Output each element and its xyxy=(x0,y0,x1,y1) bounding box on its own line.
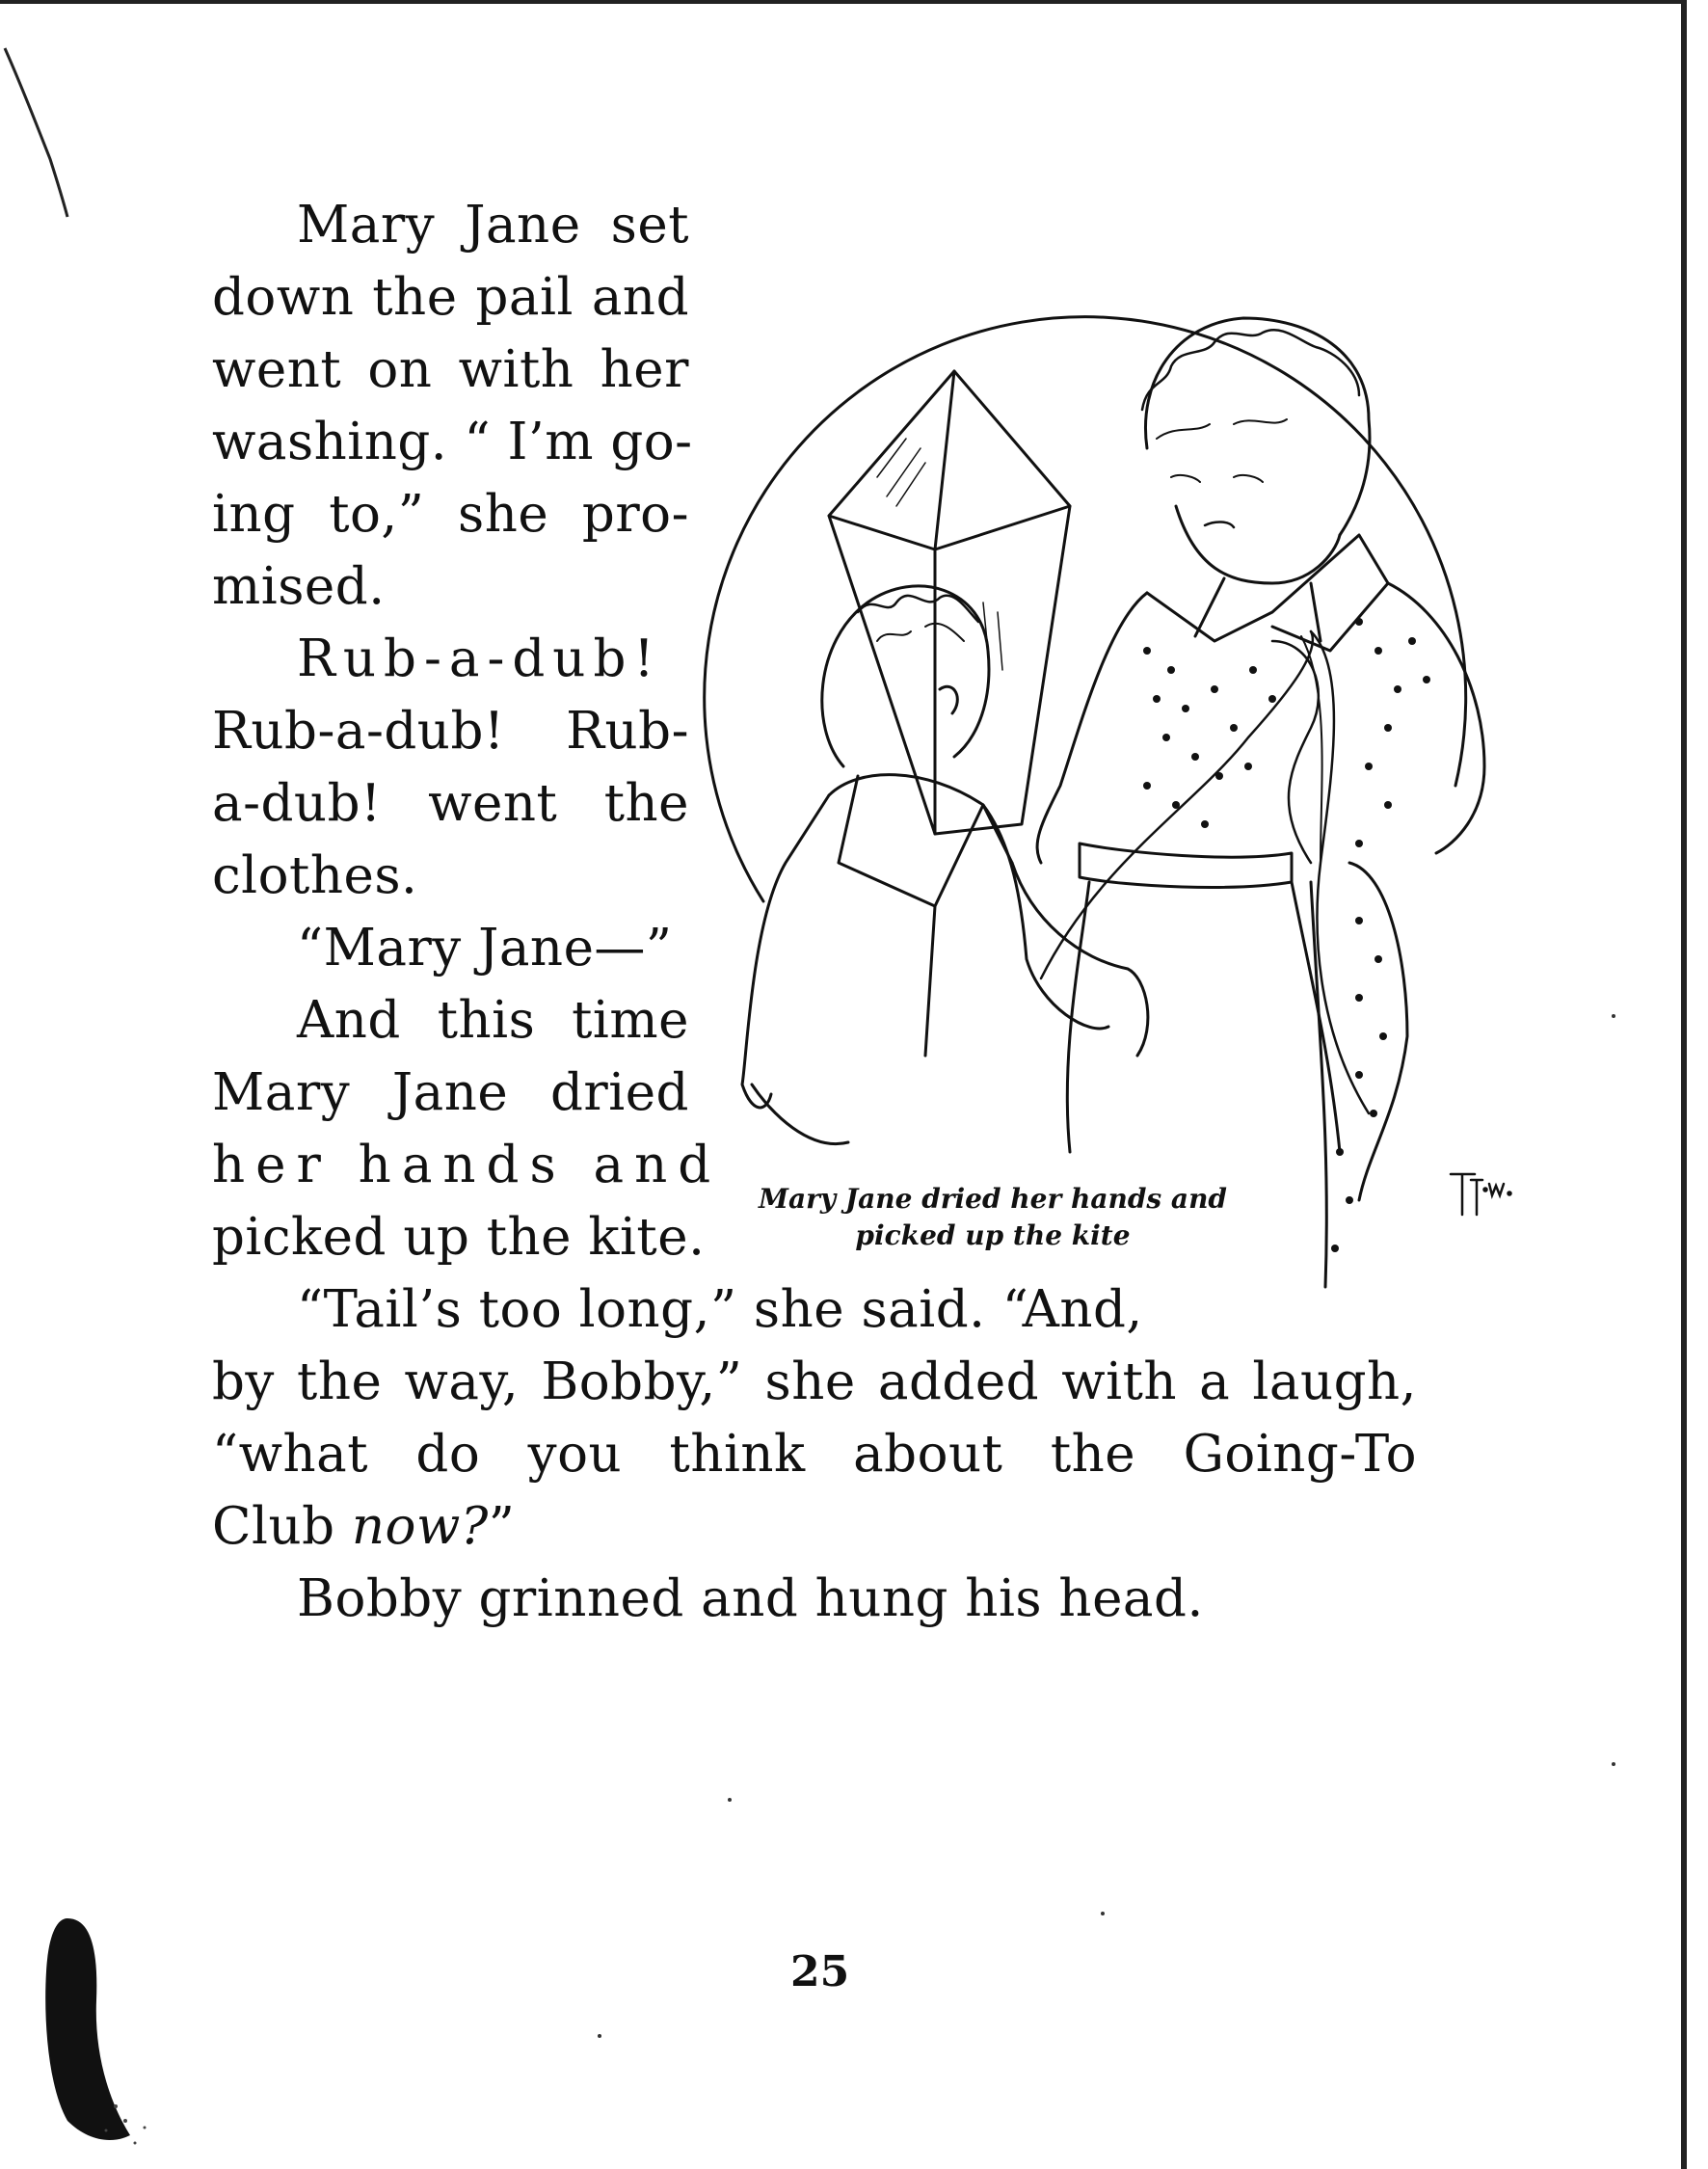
text-line: Bobby grinned and hung his head. xyxy=(297,1569,1204,1628)
speck xyxy=(1101,1912,1105,1915)
illustrator-monogram xyxy=(1446,1166,1523,1224)
text-line: ing to,” she pro- xyxy=(212,485,689,544)
corner-scratch-mark xyxy=(0,39,87,222)
text-line: a-dub! went the xyxy=(212,774,689,833)
text-line: Club now?” xyxy=(212,1497,516,1556)
text-line: Rub-a-dub! Rub- xyxy=(212,702,689,761)
text-line: went on with her xyxy=(212,340,689,399)
page-top-rule xyxy=(0,0,1682,4)
text-line: mised. xyxy=(212,557,386,616)
ink-blot-smudge xyxy=(39,1914,154,2155)
text-line: down the pail and xyxy=(212,268,689,327)
text-line: Mary Jane set xyxy=(297,196,689,254)
speck xyxy=(728,1798,732,1802)
text-line: her hands and xyxy=(212,1136,722,1194)
text-line: washing. “ I’m go- xyxy=(212,413,693,471)
text-line: Mary Jane dried xyxy=(212,1063,689,1122)
speck xyxy=(1612,1014,1615,1018)
illustration-caption xyxy=(742,1181,1243,1254)
text-line: “Tail’s too long,” she said. “And, xyxy=(297,1280,1143,1339)
text-line: “what do you think about the Going-To xyxy=(212,1425,1417,1484)
speck xyxy=(598,2034,601,2038)
illustration-mary-jane-and-bobby xyxy=(694,188,1504,1345)
emphasis-now: now? xyxy=(351,1497,489,1556)
page-number: 25 xyxy=(790,1947,850,1996)
text-line: picked up the kite. xyxy=(212,1208,706,1267)
text-line: And this time xyxy=(297,991,689,1050)
page-right-edge xyxy=(1681,0,1687,2169)
text-line: “Mary Jane—” xyxy=(297,919,673,977)
text-line: clothes. xyxy=(212,846,418,905)
text-line: Rub-a-dub! xyxy=(297,629,662,688)
speck xyxy=(1612,1762,1615,1766)
caption-line: Mary Jane dried her hands and xyxy=(758,1183,1228,1215)
text-line: by the way, Bobby,” she added with a laugh, xyxy=(212,1352,1417,1411)
caption-line: picked up the kite xyxy=(855,1219,1131,1251)
